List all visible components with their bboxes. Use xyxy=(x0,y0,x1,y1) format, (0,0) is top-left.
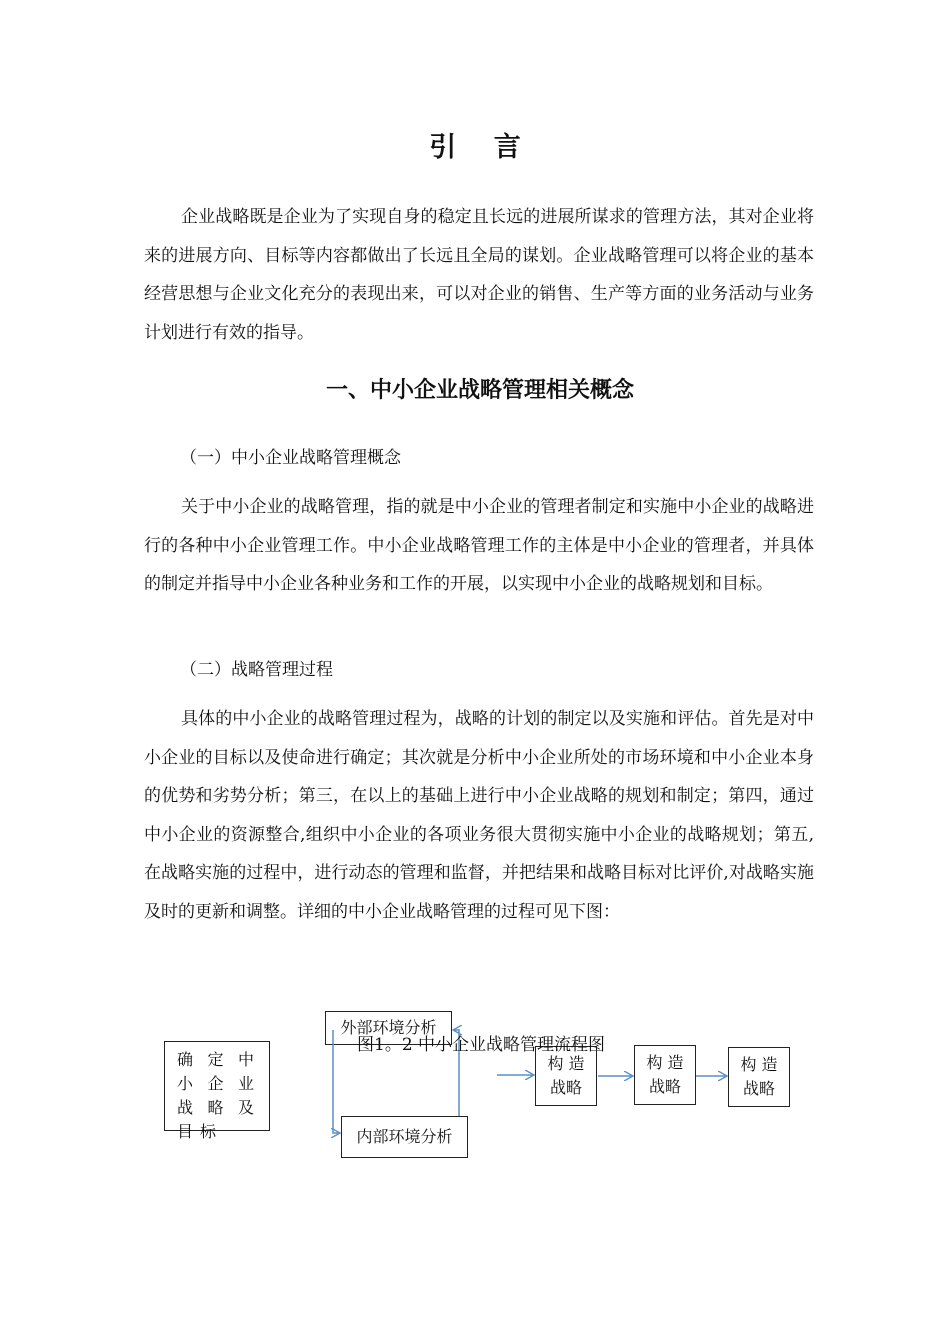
concept-paragraph: 关于中小企业的战略管理，指的就是中小企业的管理者制定和实施中小企业的战略进行的各种中小企业管理工作。中小企业战略管理工作的主体是中小企业的管理者，并具体的制定并指导中小企业各种业务和工作的开展，以实现中小企业的战略规划和目标。 xyxy=(144,497,814,594)
goal-box: 确定中小企业战略及目标 xyxy=(164,1041,270,1131)
intro-paragraph: 企业战略既是企业为了实现自身的稳定且长远的进展所谋求的管理方法，其对企业将来的进展方向、目标等内容都做出了长远且全局的谋划。企业战略管理可以将企业的基本经营思想与企业文化充分的表现出来，可以对企业的销售、生产等方面的业务活动与业务计划进行有效的指导。 xyxy=(144,207,814,343)
page-title: 引 言 xyxy=(429,132,535,163)
external-analysis-box: 外部环境分析 xyxy=(325,1011,452,1045)
strategy-box-3-line1: 构造 xyxy=(740,1055,783,1074)
subsection-heading-concept: （一）中小企业战略管理概念 xyxy=(180,448,401,468)
strategy-box-3-line2: 战略 xyxy=(742,1079,775,1098)
strategy-box-1-line1: 构造 xyxy=(547,1054,590,1073)
strategy-box-2-line2: 战略 xyxy=(648,1077,681,1096)
figure-caption: 图1。2 中小企业战略管理流程图 xyxy=(357,1035,606,1055)
strategy-box-2-line1: 构造 xyxy=(646,1053,689,1072)
strategy-box-1-line2: 战略 xyxy=(549,1078,582,1097)
section-heading: 一、中小企业战略管理相关概念 xyxy=(325,378,634,403)
arrow-ext-to-int xyxy=(333,1030,339,1133)
subsection-heading-process: （二）战略管理过程 xyxy=(180,660,333,680)
process-paragraph: 具体的中小企业的战略管理过程为，战略的计划的制定以及实施和评估。首先是对中小企业的目标以及使命进行确定；其次就是分析中小企业所处的市场环境和中小企业本身的优势和劣势分析；第三，在以上的基础上进行中小企业战略的规划和制定；第四，通过中小企业的资源整合,组织中小企业的各项业务很大贯彻实施中小企业的战略规划；第五,在战略实施的过程中，进行动态的管理和监督，并把结果和战略目标对比评价,对战略实施及时的更新和调整。详细的中小企业战略管理的过程可见下图： xyxy=(144,709,814,922)
internal-analysis-box: 内部环境分析 xyxy=(341,1116,468,1158)
